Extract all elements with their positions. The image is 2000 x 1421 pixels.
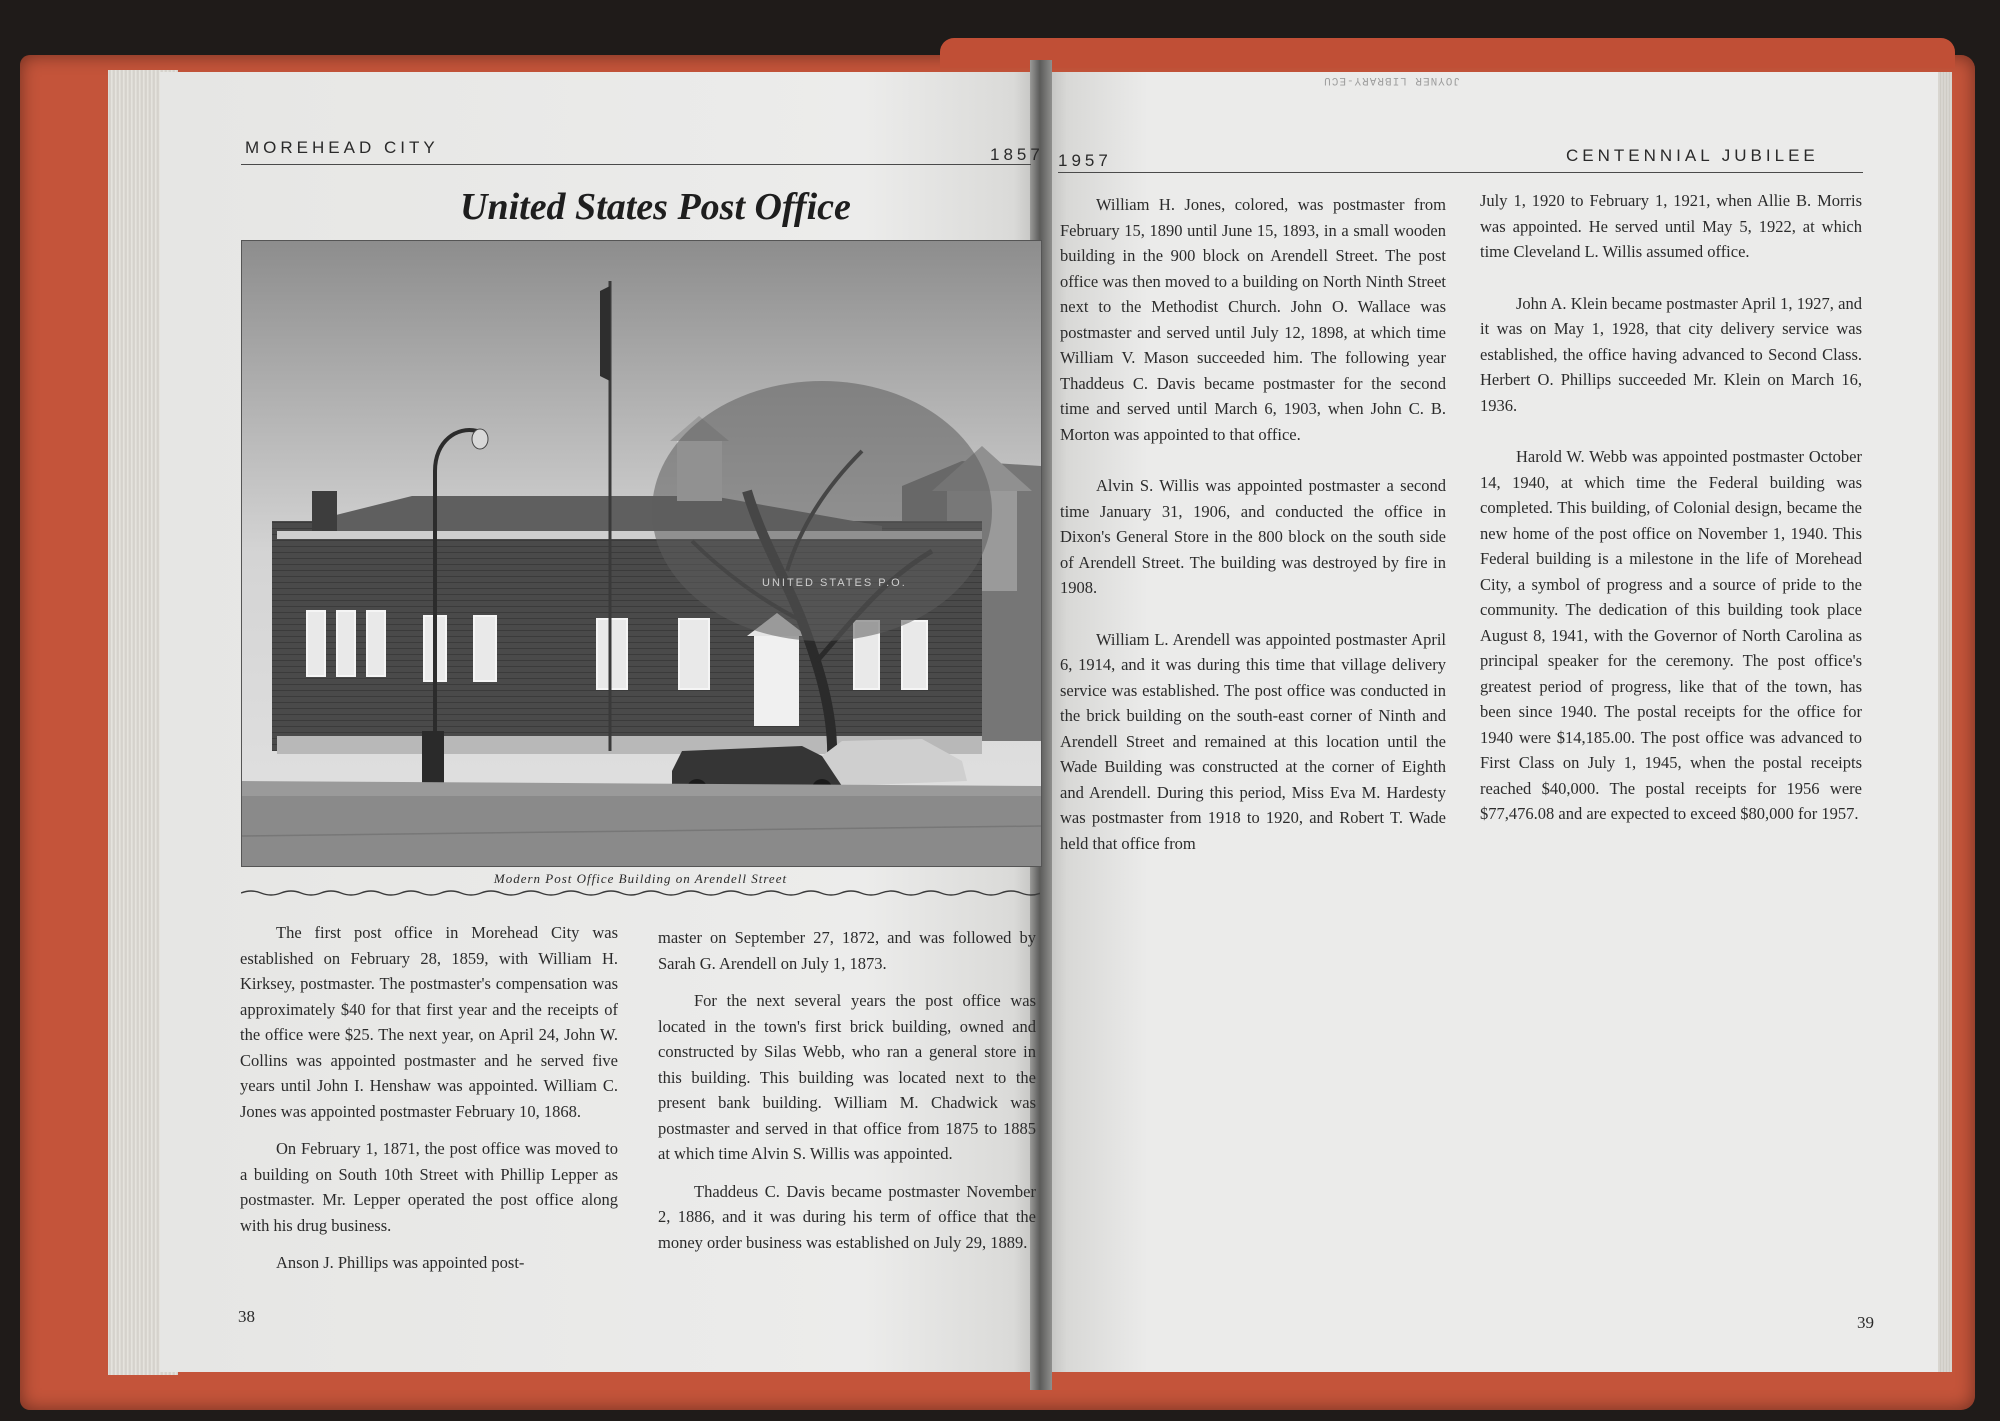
- header-rule-left: [241, 164, 1031, 165]
- year-right: 1957: [1058, 151, 1112, 170]
- photo-caption: Modern Post Office Building on Arendell Street: [493, 871, 788, 886]
- right-page-stack: [1936, 72, 1952, 1372]
- post-office-photo: [241, 240, 1042, 867]
- paragraph: William L. Arendell was appointed postmaster April 6, 1914, and it was during this time that village delivery service was established. The post office was conducted in the brick building on the south-east corner of Ninth and Arendell Street and remained at this location until the Wade Building was constructed at the corner of Eighth and Arendell. During this period, Miss Eva M. Hardesty was postmaster from 1918 to 1920, and Robert T. Wade held that office from: [1060, 629, 1446, 853]
- article-column-4: [1480, 188, 1862, 853]
- paragraph: John A. Klein became postmaster April 1, 1927, and it was on May 1, 1928, that city delivery service was established, the office having advanced to Second Class. Herbert O. Phillips succeeded Mr. Klein on March 16, 1936.: [1480, 293, 1862, 415]
- paragraph: Alvin S. Willis was appointed postmaster a second time January 31, 1906, and conducted the office in Dixon's General Store in the 800 block on the south side of Arendell Street. The building was destroyed by fire in 1908.: [1060, 476, 1446, 597]
- paragraph: July 1, 1920 to February 1, 1921, when Allie B. Morris was appointed. He served until May 5, 1922, at which time Cleveland L. Willis assumed office.: [1480, 191, 1862, 261]
- article-column-3: [1060, 192, 1446, 882]
- paragraph: The first post office in Morehead City was established on February 28, 1859, with William H. Kirksey, postmaster. The postmaster's compensation was approximately $40 for that first year and the receipts of the office were $25. The next year, on April 24, John W. Collins was appointed postmaster and he served five years until John I. Henshaw was appointed. William C. Jones was appointed postmaster February 10, 1868.: [240, 923, 618, 1121]
- page-number-left: 38: [238, 1307, 255, 1326]
- paragraph: William H. Jones, colored, was postmaster from February 15, 1890 until June 15, 1893, in a small wooden building in the 900 block on Arendell Street. The post office was then moved to a building on North Ninth Street next to the Methodist Church. John O. Wallace was postmaster and served until July 12, 1898, at which time William V. Mason succeeded him. The following year Thaddeus C. Davis became postmaster for the second time and served until March 6, 1903, when John C. B. Morton was appointed to that office.: [1060, 195, 1446, 444]
- library-stamp: JOYNER LIBRARY-ECU: [1323, 74, 1460, 86]
- book-cover-top-edge: [940, 38, 1955, 68]
- article-title: United States Post Office: [460, 186, 851, 228]
- post-office-illustration: [242, 241, 1041, 866]
- article-column-1: [240, 920, 618, 1288]
- running-head-left: MOREHEAD CITY: [245, 138, 439, 157]
- paragraph: Harold W. Webb was appointed postmaster October 14, 1940, at which time the Federal building was completed. This building, of Colonial design, became the new home of the post office on November 1, 1940. This Federal building is a milestone in the life of Morehead City, a symbol of progress and a source of pride to the community. The dedication of this building took place August 8, 1941, with the Governor of North Carolina as principal speaker for the ceremony. The post office's greatest period of progress, like that of the town, has been since 1940. The postal receipts for the office for 1940 were $14,185.00. The post office was advanced to First Class on July 1, 1945, when the postal receipts reached $40,000. The postal receipts for 1956 were $77,476.08 and are expected to exceed $80,000 for 1957.: [1480, 447, 1862, 823]
- paragraph: For the next several years the post office was located in the town's first brick building, owned and constructed by Silas Webb, who ran a general store in this building. This building was located next to the present bank building. William M. Chadwick was postmaster and served in that office from 1875 to 1885 at which time Alvin S. Willis was appointed.: [658, 991, 1036, 1163]
- caption-wave-rule: [241, 889, 1040, 897]
- header-rule-right: [1058, 172, 1863, 173]
- page-number-right: 39: [1857, 1313, 1874, 1332]
- running-head-right: CENTENNIAL JUBILEE: [1566, 146, 1819, 165]
- year-left: 1857: [990, 145, 1044, 164]
- paragraph: master on September 27, 1872, and was followed by Sarah G. Arendell on July 1, 1873.: [658, 928, 1036, 973]
- paragraph: On February 1, 1871, the post office was moved to a building on South 10th Street with Phillip Lepper as postmaster. Mr. Lepper operated the post office along with his drug business.: [240, 1139, 618, 1235]
- paragraph: Thaddeus C. Davis became postmaster November 2, 1886, and it was during his term of office that the money order business was established on July 29, 1889.: [658, 1181, 1036, 1252]
- article-column-2: [658, 925, 1036, 1267]
- building-sign: UNITED STATES P.O.: [762, 577, 907, 589]
- paragraph: Anson J. Phillips was appointed post-: [276, 1253, 525, 1272]
